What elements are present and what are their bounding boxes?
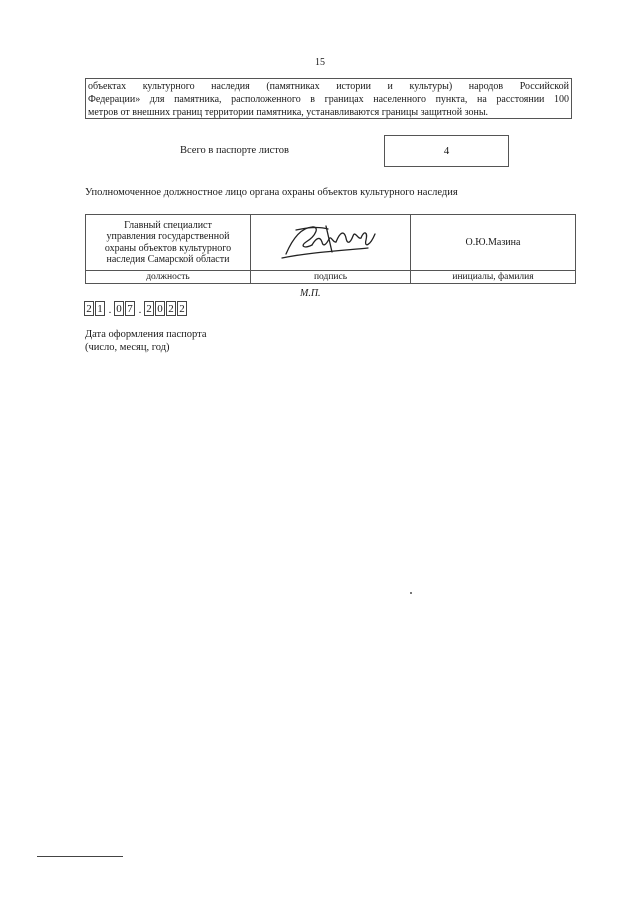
date-digit-box: 2: [177, 301, 187, 316]
signature-table: [85, 214, 576, 284]
box-line-1: объектах культурного наследия (памятниках истории и культуры) народов Российской: [88, 81, 569, 92]
date-digit-box: 0: [155, 301, 165, 316]
page-number: 15: [315, 57, 325, 68]
date-caption-line-2: (число, месяц, год): [85, 342, 170, 353]
position-label: должность: [86, 271, 251, 284]
date-boxes: [84, 301, 188, 316]
date-digit-box: 2: [144, 301, 154, 316]
date-caption-line-1: Дата оформления паспорта: [85, 329, 207, 340]
authorized-official-heading: Уполномоченное должностное лицо органа охраны объектов культурного наследия: [85, 187, 458, 198]
footnote-separator-line: [37, 856, 123, 857]
date-separator: .: [108, 304, 112, 316]
position-line-1: Главный специалист: [124, 219, 212, 231]
position-line-2: управления государственной: [106, 231, 230, 242]
position-cell: [86, 215, 251, 271]
position-line-3: охраны объектов культурного: [104, 242, 232, 254]
date-separator: .: [138, 304, 142, 316]
box-line-3: метров от внешних границ территории памятника, устанавливаются границы защитной зоны.: [88, 107, 489, 118]
protection-zone-text-box: [85, 78, 572, 119]
position-line-4: наследия Самарской области: [106, 254, 230, 265]
date-digit-box: 1: [95, 301, 105, 316]
date-digit-box: 7: [125, 301, 135, 316]
name-cell: [411, 215, 576, 271]
date-digit-box: 2: [166, 301, 176, 316]
stamp-mark: М.П.: [300, 288, 321, 299]
official-name: О.Ю.Мазина: [465, 237, 521, 248]
signature-cell: [251, 215, 411, 271]
stray-dot: [410, 592, 412, 594]
initials-label: инициалы, фамилия: [411, 271, 576, 284]
date-digit-box: 2: [84, 301, 94, 316]
sheets-count-label: Всего в паспорте листов: [180, 145, 289, 156]
handwritten-signature: [276, 218, 386, 264]
sheets-count-box: [384, 135, 509, 167]
signature-label: подпись: [251, 271, 411, 284]
sheets-count-value: 4: [443, 145, 450, 157]
date-digit-box: 0: [114, 301, 124, 316]
date-caption: [85, 328, 206, 354]
box-line-2: Федерации» для памятника, расположенного в границах населенного пункта, на расстоянии 100: [88, 94, 569, 105]
